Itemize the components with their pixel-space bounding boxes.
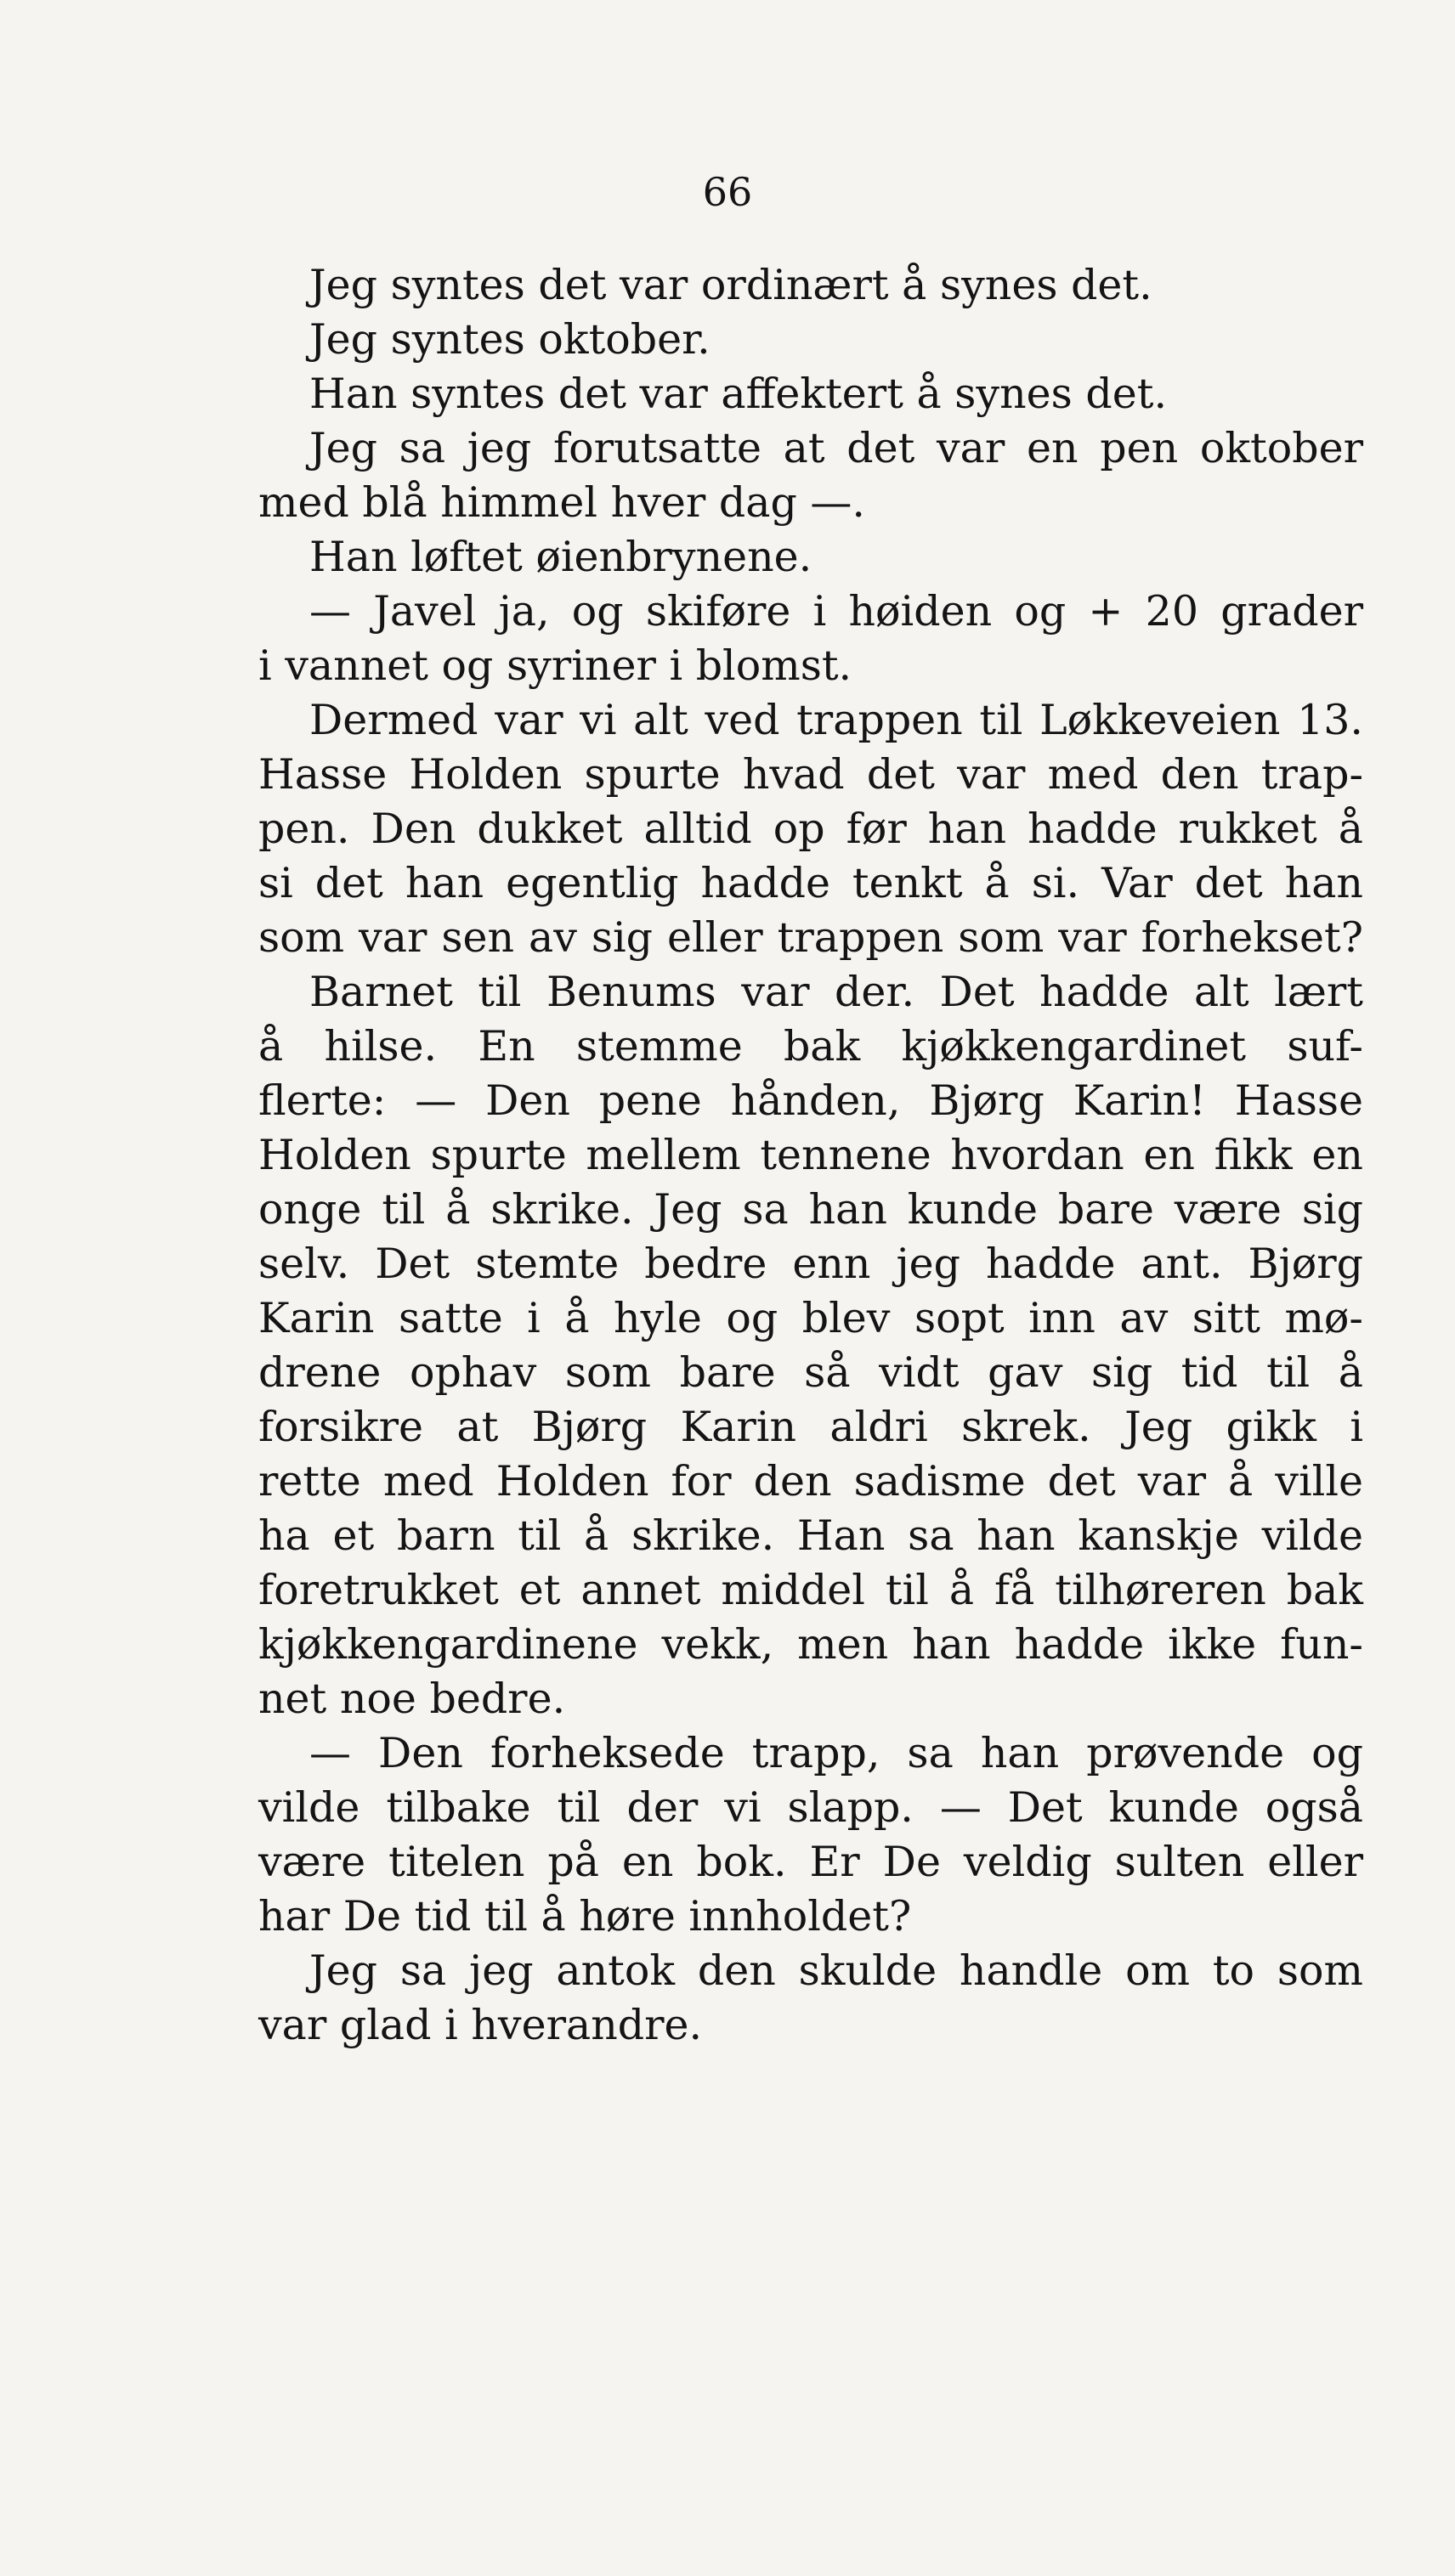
- text-line: Holden spurte mellem tennene hvordan en fikk en: [258, 1131, 1363, 1179]
- text-line: onge til å skrike. Jeg sa han kunde bare være sig: [258, 1185, 1363, 1234]
- text-line: ha et barn til å skrike. Han sa han kanskje vilde: [258, 1511, 1363, 1560]
- text-line: selv. Det stemte bedre enn jeg hadde ant. Bjørg: [258, 1240, 1363, 1288]
- text-line: Hasse Holden spurte hvad det var med den trap-: [258, 750, 1363, 799]
- page-number: 66: [702, 169, 753, 215]
- text-line: vilde tilbake til der vi slapp. — Det kunde også: [258, 1783, 1363, 1832]
- text-line: Jeg syntes oktober.: [309, 315, 711, 364]
- text-line: Karin satte i å hyle og blev sopt inn av sitt mø-: [258, 1294, 1363, 1342]
- text-line: drene ophav som bare så vidt gav sig tid til å: [258, 1348, 1363, 1397]
- text-line: Dermed var vi alt ved trappen til Løkkeveien 13.: [309, 696, 1363, 744]
- text-line: med blå himmel hver dag —.: [258, 478, 865, 527]
- text-line: foretrukket et annet middel til å få tilhøreren bak: [258, 1566, 1363, 1614]
- text-line: Jeg sa jeg forutsatte at det var en pen oktober: [309, 424, 1363, 472]
- text-line: Jeg sa jeg antok den skulde handle om to som: [309, 1946, 1363, 1995]
- text-line: å hilse. En stemme bak kjøkkengardinet suf-: [258, 1022, 1363, 1071]
- text-line: — Javel ja, og skiføre i høiden og + 20 grader: [309, 587, 1363, 636]
- text-line: har De tid til å høre innholdet?: [258, 1892, 912, 1940]
- text-line: i vannet og syriner i blomst.: [258, 641, 852, 690]
- text-line: Han løftet øienbrynene.: [309, 533, 812, 581]
- text-line: — Den forheksede trapp, sa han prøvende og: [309, 1729, 1363, 1777]
- text-line: kjøkkengardinene vekk, men han hadde ikke fun-: [258, 1620, 1363, 1669]
- text-line: Han syntes det var affektert å synes det.: [309, 370, 1168, 418]
- text-line: rette med Holden for den sadisme det var å ville: [258, 1457, 1363, 1505]
- text-line: forsikre at Bjørg Karin aldri skrek. Jeg gikk i: [258, 1403, 1363, 1451]
- text-line: net noe bedre.: [258, 1675, 566, 1723]
- text-line: Barnet til Benums var der. Det hadde alt lært: [309, 968, 1363, 1016]
- body-text: [258, 258, 1363, 2053]
- text-line: som var sen av sig eller trappen som var forhekset?: [258, 913, 1363, 962]
- text-line: Jeg syntes det var ordinært å synes det.: [309, 261, 1152, 309]
- text-line: flerte: — Den pene hånden, Bjørg Karin! Hasse: [258, 1076, 1363, 1125]
- text-line: var glad i hverandre.: [258, 2001, 703, 2049]
- text-line: være titelen på en bok. Er De veldig sulten eller: [258, 1838, 1363, 1886]
- text-line: si det han egentlig hadde tenkt å si. Var det han: [258, 859, 1363, 907]
- text-line: pen. Den dukket alltid op før han hadde rukket å: [258, 805, 1363, 853]
